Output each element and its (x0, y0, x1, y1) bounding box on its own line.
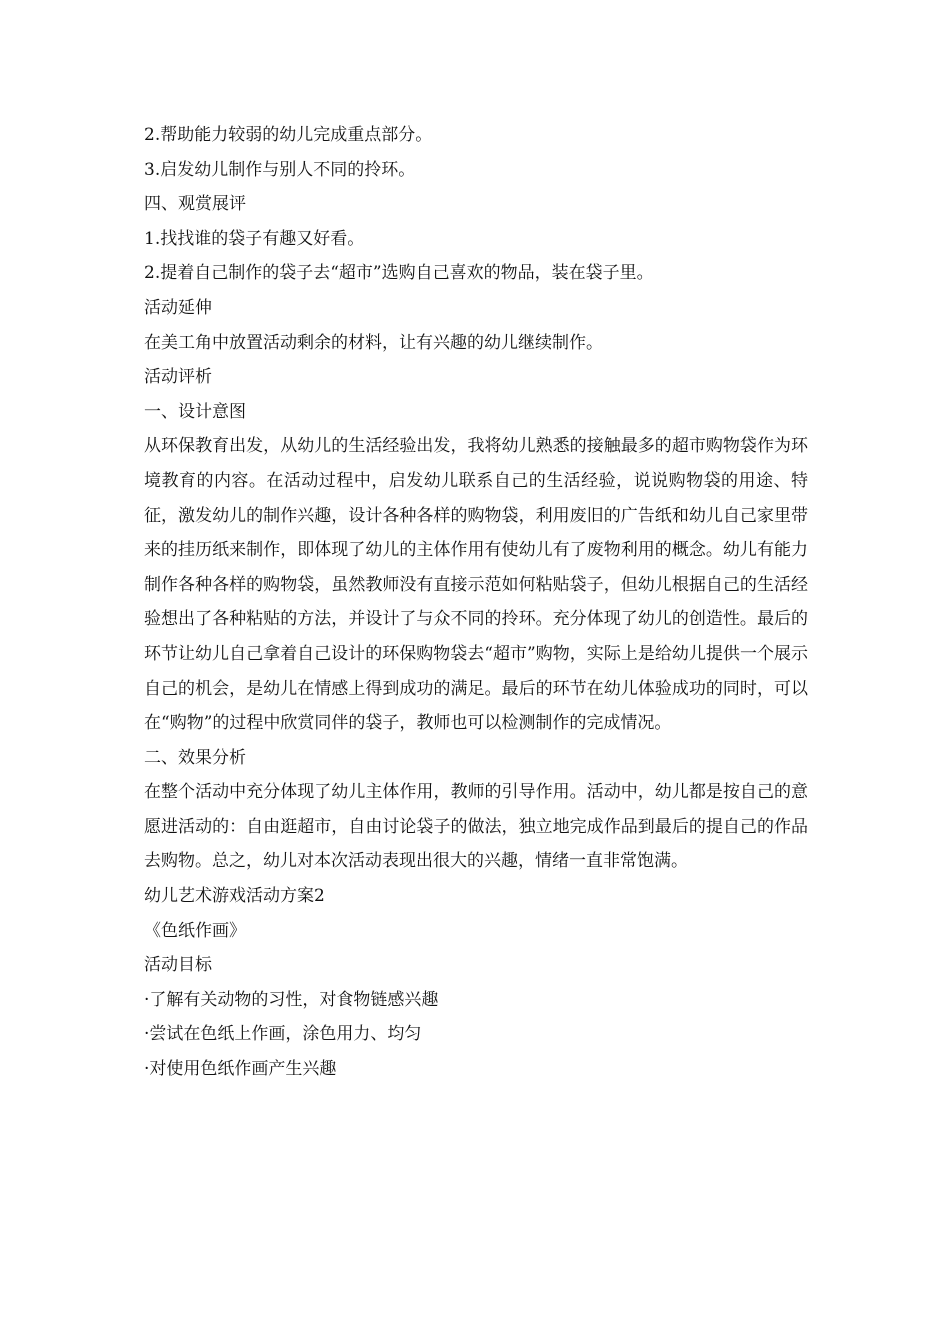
list-item: ·了解有关动物的习性，对食物链感兴趣 (144, 989, 439, 1010)
section-heading: 一、设计意图 (144, 401, 246, 422)
activity-title: 《色纸作画》 (144, 920, 246, 941)
list-item: ·对使用色纸作画产生兴趣 (144, 1059, 337, 1080)
section-heading: 活动延伸 (144, 297, 212, 318)
text-line: 在美工角中放置活动剩余的材料，让有兴趣的幼儿继续制作。 (144, 332, 603, 353)
list-item: 2.提着自己制作的袋子去“超市”选购自己喜欢的物品，装在袋子里。 (144, 263, 654, 284)
section-heading: 二、效果分析 (144, 747, 246, 768)
list-item: 1.找找谁的袋子有趣又好看。 (144, 228, 365, 249)
list-item: 2.帮助能力较弱的幼儿完成重点部分。 (144, 125, 433, 145)
section-heading: 活动目标 (144, 955, 212, 976)
list-item: 3.启发幼儿制作与别人不同的拎环。 (144, 159, 416, 180)
paragraph-effect-analysis: 在整个活动中充分体现了幼儿主体作用，教师的引导作用。活动中，幼儿都是按自己的意愿进活动的：自由逛超市，自由讨论袋子的做法，独立地完成作品到最后的提自己的作品去购物。总之，幼儿对本次活动表现出很大的兴趣，情绪一直非常饱满。 (144, 782, 808, 872)
document-title: 幼儿艺术游戏活动方案2 (144, 886, 325, 907)
section-heading: 四、观赏展评 (144, 194, 246, 215)
list-item: ·尝试在色纸上作画，涂色用力、均匀 (144, 1024, 422, 1045)
document-page (144, 118, 808, 1087)
section-heading: 活动评析 (144, 367, 212, 388)
paragraph-design-intent: 从环保教育出发，从幼儿的生活经验出发，我将幼儿熟悉的接触最多的超市购物袋作为环境教育的内容。在活动过程中，启发幼儿联系自己的生活经验，说说购物袋的用途、特征，激发幼儿的制作兴趣，设计各种各样的购物袋，利用废旧的广告纸和幼儿自己家里带来的挂历纸来制作，即体现了幼儿的主体作用有使幼儿有了废物利用的概念。幼儿有能力制作各种各样的购物袋，虽然教师没有直接示范如何粘贴袋子，但幼儿根据自己的生活经验想出了各种粘贴的方法，并设计了与众不同的拎环。充分体现了幼儿的创造性。最后的环节让幼儿自己拿着自己设计的环保购物袋去“超市”购物，实际上是给幼儿提供一个展示自己的机会，是幼儿在情感上得到成功的满足。最后的环节在幼儿体验成功的同时，可以在“购物”的过程中欣赏同伴的袋子，教师也可以检测制作的完成情况。 (144, 436, 808, 734)
